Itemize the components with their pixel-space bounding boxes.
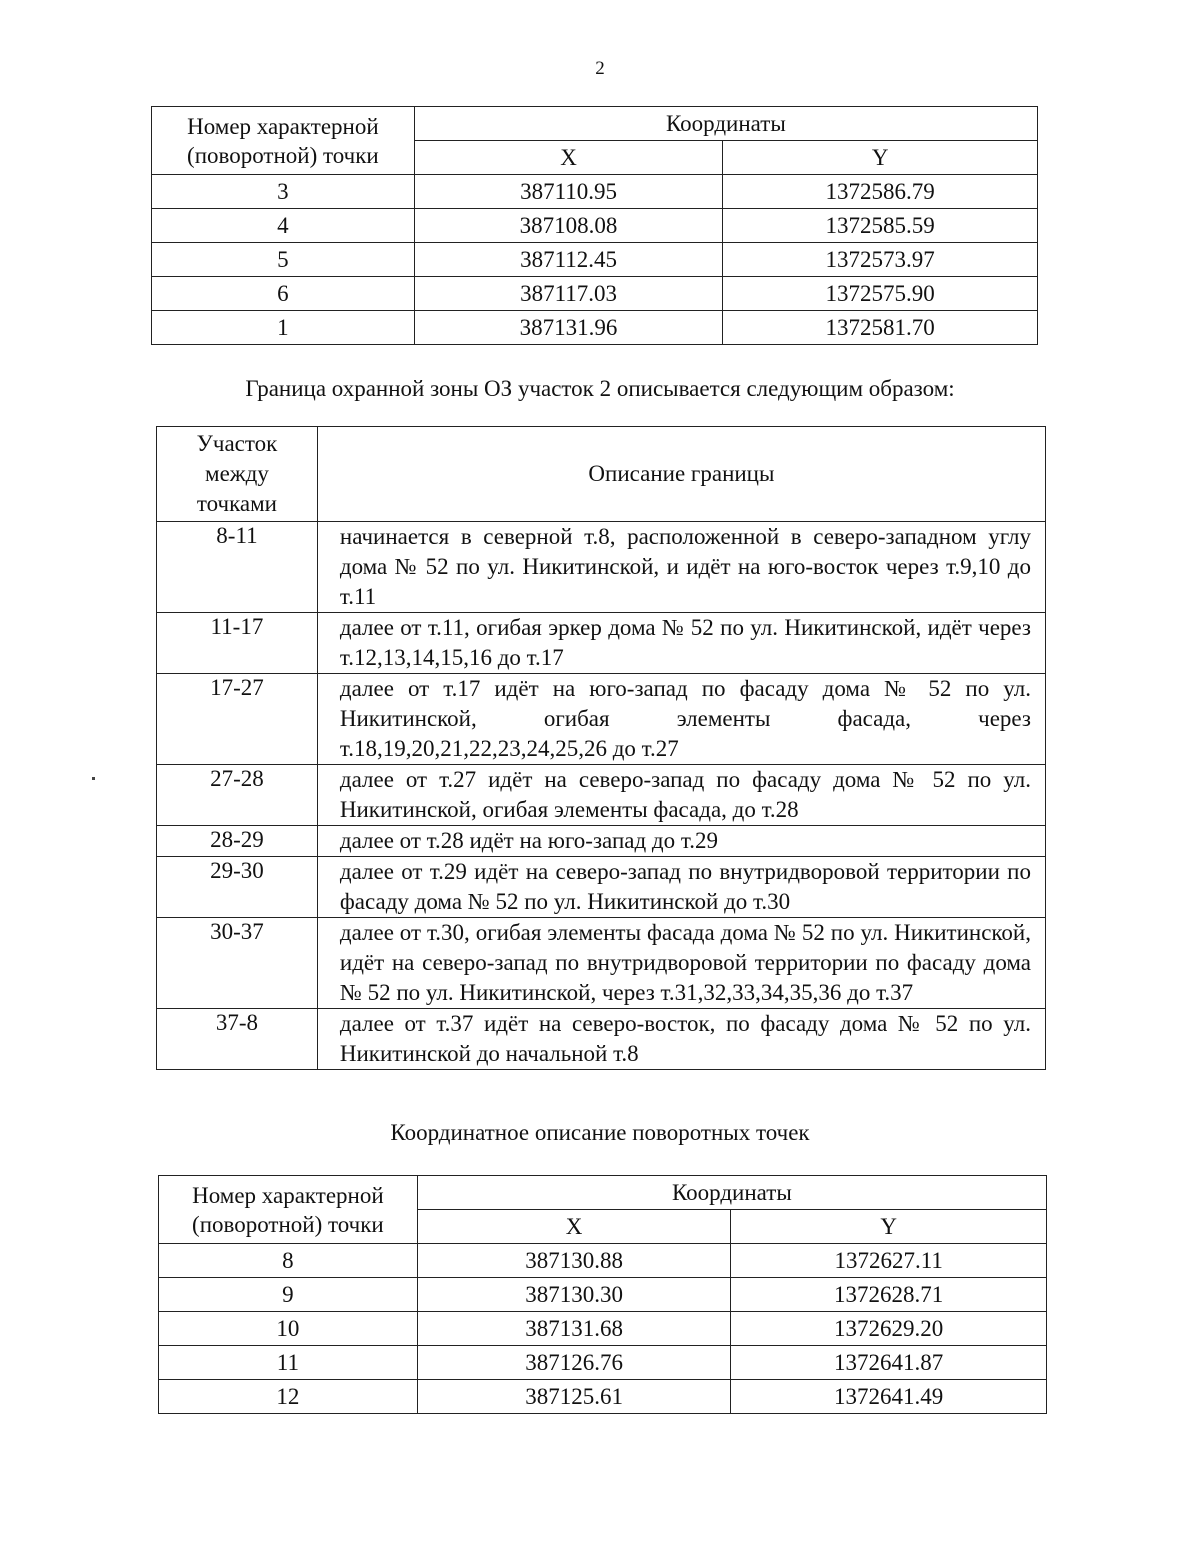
- table-row: [157, 765, 1046, 826]
- x-cell: 387110.95: [414, 175, 723, 209]
- point-cell: 5: [152, 243, 415, 277]
- table-row: [152, 243, 1038, 277]
- header-coordinates: Координаты: [414, 107, 1037, 141]
- segment-cell: 17-27: [157, 674, 318, 765]
- y-cell: 1372627.11: [731, 1244, 1047, 1278]
- zone-heading: Граница охранной зоны ОЗ участок 2 описывается следующим образом:: [245, 376, 955, 401]
- x-cell: 387131.96: [414, 311, 723, 345]
- y-cell: 1372575.90: [723, 277, 1038, 311]
- description-cell: далее от т.28 идёт на юго-запад до т.29: [317, 826, 1045, 857]
- coordinates-heading: Координатное описание поворотных точек: [390, 1120, 810, 1145]
- boundary-description-table: [156, 426, 1046, 1070]
- table-row: [159, 1278, 1047, 1312]
- point-cell: 11: [159, 1346, 418, 1380]
- table-row: [152, 311, 1038, 345]
- table-row: [157, 1009, 1046, 1070]
- point-cell: 3: [152, 175, 415, 209]
- header-y: Y: [723, 141, 1038, 175]
- y-cell: 1372581.70: [723, 311, 1038, 345]
- y-cell: 1372629.20: [731, 1312, 1047, 1346]
- x-cell: 387117.03: [414, 277, 723, 311]
- description-cell: далее от т.11, огибая эркер дома № 52 по ул. Никитинской, идёт через т.12,13,14,15,16 до т.17: [317, 613, 1045, 674]
- segment-cell: 30-37: [157, 918, 318, 1009]
- table-row: [159, 1346, 1047, 1380]
- header-x: X: [414, 141, 723, 175]
- table-row: [157, 826, 1046, 857]
- table-row: [157, 674, 1046, 765]
- y-cell: 1372628.71: [731, 1278, 1047, 1312]
- table-row: [152, 175, 1038, 209]
- x-cell: 387131.68: [417, 1312, 731, 1346]
- description-cell: начинается в северной т.8, расположенной в северо-западном углу дома № 52 по ул. Никитинской, и идёт на юго-восток через т.9,10 до т.11: [317, 522, 1045, 613]
- table-row: [157, 857, 1046, 918]
- page-number: 2: [595, 58, 605, 79]
- point-cell: 8: [159, 1244, 418, 1278]
- point-cell: 1: [152, 311, 415, 345]
- table-row: [157, 918, 1046, 1009]
- y-cell: 1372641.87: [731, 1346, 1047, 1380]
- y-cell: 1372641.49: [731, 1380, 1047, 1414]
- point-cell: 6: [152, 277, 415, 311]
- x-cell: 387130.88: [417, 1244, 731, 1278]
- table-row: [159, 1312, 1047, 1346]
- table-row: [152, 209, 1038, 243]
- table-row: [157, 613, 1046, 674]
- x-cell: 387108.08: [414, 209, 723, 243]
- header-y: Y: [731, 1210, 1047, 1244]
- description-cell: далее от т.37 идёт на северо-восток, по фасаду дома № 52 по ул. Никитинской до начальной т.8: [317, 1009, 1045, 1070]
- description-cell: далее от т.30, огибая элементы фасада дома № 52 по ул. Никитинской, идёт на северо-запад по внутридворовой территории по фасаду дома № 52 по ул. Никитинской, через т.31,32,33,34,35,36 до т.37: [317, 918, 1045, 1009]
- segment-cell: 11-17: [157, 613, 318, 674]
- x-cell: 387130.30: [417, 1278, 731, 1312]
- y-cell: 1372586.79: [723, 175, 1038, 209]
- x-cell: 387126.76: [417, 1346, 731, 1380]
- coordinates-table-1: [151, 106, 1038, 345]
- description-cell: далее от т.17 идёт на юго-запад по фасаду дома № 52 по ул. Никитинской, огибая элементы фасада, через т.18,19,20,21,22,23,24,25,26 до т.27: [317, 674, 1045, 765]
- point-cell: 10: [159, 1312, 418, 1346]
- x-cell: 387125.61: [417, 1380, 731, 1414]
- header-point-number: Номер характерной (поворотной) точки: [159, 1176, 418, 1244]
- y-cell: 1372573.97: [723, 243, 1038, 277]
- description-cell: далее от т.27 идёт на северо-запад по фасаду дома № 52 по ул. Никитинской, огибая элементы фасада, до т.28: [317, 765, 1045, 826]
- table-row: [159, 1244, 1047, 1278]
- point-cell: 4: [152, 209, 415, 243]
- description-cell: далее от т.29 идёт на северо-запад по внутридворовой территории по фасаду дома № 52 по ул. Никитинской до т.30: [317, 857, 1045, 918]
- header-x: X: [417, 1210, 731, 1244]
- table-row: [152, 277, 1038, 311]
- segment-cell: 37-8: [157, 1009, 318, 1070]
- header-description: Описание границы: [317, 427, 1045, 522]
- segment-cell: 8-11: [157, 522, 318, 613]
- segment-cell: 28-29: [157, 826, 318, 857]
- point-cell: 9: [159, 1278, 418, 1312]
- scan-speck: [92, 777, 95, 780]
- x-cell: 387112.45: [414, 243, 723, 277]
- table-row: [159, 1380, 1047, 1414]
- y-cell: 1372585.59: [723, 209, 1038, 243]
- table-row: [157, 522, 1046, 613]
- segment-cell: 29-30: [157, 857, 318, 918]
- point-cell: 12: [159, 1380, 418, 1414]
- header-coordinates: Координаты: [417, 1176, 1046, 1210]
- header-segment: Участок между точками: [157, 427, 318, 522]
- segment-cell: 27-28: [157, 765, 318, 826]
- coordinates-table-2: [158, 1175, 1047, 1414]
- header-point-number: Номер характерной (поворотной) точки: [152, 107, 415, 175]
